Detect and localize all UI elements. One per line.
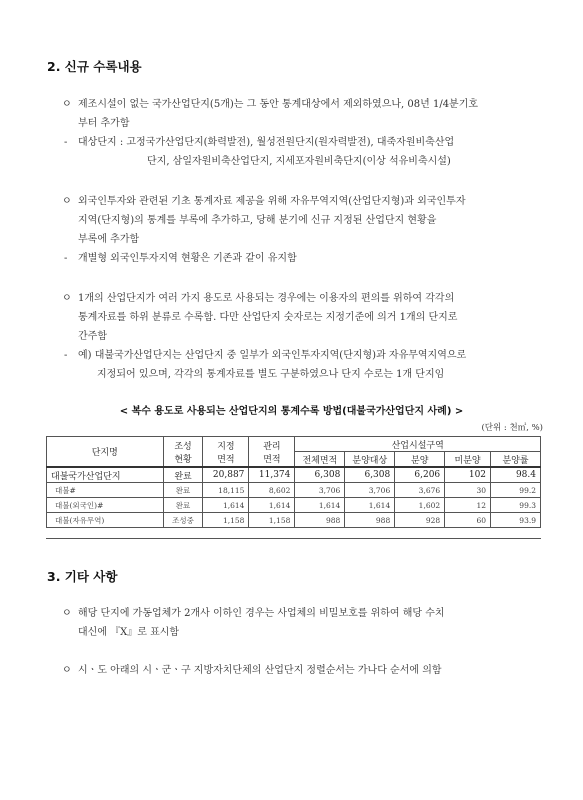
cell-designated: 1,158 (203, 513, 249, 528)
bullet-icon: ㅇ (62, 99, 72, 110)
cell-target: 988 (345, 513, 395, 528)
header-target: 분양대상 (345, 452, 395, 468)
cell-designated: 20,887 (203, 467, 249, 483)
cell-sold: 3,676 (395, 483, 445, 498)
header-designated-line1: 지정 (217, 441, 235, 452)
header-status-line1: 조성 (174, 441, 192, 452)
cell-managed: 11,374 (249, 467, 295, 483)
section2-b2-line2: 지역(단지형)의 통계를 부록에 추가하고, 당해 분기에 신규 지정된 산업단지 현황을 (78, 215, 437, 226)
cell-total: 6,308 (295, 467, 345, 483)
section2-b2-sub-line1: 개별형 외국인투자지역 현황은 기존과 같이 유지함 (78, 253, 297, 264)
section3-b1-line2: 대신에 『X』로 표시함 (78, 627, 180, 638)
cell-unsold: 60 (445, 513, 491, 528)
cell-name: 대불국가산업단지 (47, 467, 164, 483)
cell-status: 조성중 (163, 513, 203, 528)
cell-target: 3,706 (345, 483, 395, 498)
bullet-icon: ㅇ (62, 196, 72, 207)
cell-name: 대불(외국인)# (47, 498, 164, 513)
table-row (47, 467, 541, 483)
table-row (47, 498, 541, 513)
section-divider (46, 538, 541, 539)
section2-b3-line1: 1개의 산업단지가 여러 가지 용도로 사용되는 경우에는 이용자의 편의를 위하여 각각의 (78, 293, 455, 304)
section3-b1-line1: 해당 단지에 가동업체가 2개사 이하인 경우는 사업체의 비밀보호를 위하여 해당 수치 (78, 608, 445, 619)
section2-b3-line2: 통계자료를 하위 분류로 수록함. 다만 산업단지 숫자로는 지정기준에 의거 1개의 단지로 (78, 312, 458, 323)
cell-unsold: 12 (445, 498, 491, 513)
section2-b3-sub-line1: 예) 대불국가산업단지는 산업단지 중 일부가 외국인투자지역(단지형)과 자유무역지역으로 (78, 350, 467, 361)
header-managed-line2: 면적 (263, 454, 281, 465)
dash-icon: - (64, 253, 68, 264)
cell-target: 6,308 (345, 467, 395, 483)
header-managed (249, 437, 295, 468)
cell-rate: 99.3 (491, 498, 541, 513)
section2-b2-line1: 외국인투자와 관련된 기초 통계자료 제공을 위해 자유무역지역(산업단지형)과 외국인투자 (78, 196, 466, 207)
table-header-row (47, 437, 541, 452)
cell-unsold: 30 (445, 483, 491, 498)
cell-target: 1,614 (345, 498, 395, 513)
header-status-line2: 현황 (174, 454, 192, 465)
section-3-title: 3. 기타 사항 (47, 569, 118, 584)
bullet-icon: ㅇ (62, 665, 72, 676)
cell-unsold: 102 (445, 467, 491, 483)
dash-icon: - (64, 350, 68, 361)
section2-b3-sub-line2: 지정되어 있으며, 각각의 통계자료를 별도 구분하였으나 단지 수로는 1개 단지임 (97, 369, 445, 380)
bullet-icon: ㅇ (62, 293, 72, 304)
industrial-complex-table (46, 436, 541, 528)
header-designated-line2: 면적 (217, 454, 235, 465)
cell-name: 대불# (47, 483, 164, 498)
cell-name: 대불(자유무역) (47, 513, 164, 528)
header-name: 단지명 (47, 437, 164, 468)
header-sold: 분양 (395, 452, 445, 468)
cell-status: 완료 (163, 483, 203, 498)
cell-managed: 1,158 (249, 513, 295, 528)
section2-b2-line3: 부록에 추가함 (78, 234, 140, 245)
header-designated (203, 437, 249, 468)
header-zone: 산업시설구역 (295, 437, 541, 452)
header-managed-line1: 관리 (263, 441, 281, 452)
table-unit: (단위 : 천㎡, %) (481, 423, 543, 433)
cell-rate: 93.9 (491, 513, 541, 528)
bullet-icon: ㅇ (62, 608, 72, 619)
cell-sold: 1,602 (395, 498, 445, 513)
section3-b2-line1: 시ㆍ도 아래의 시ㆍ군ㆍ구 지방자치단체의 산업단지 정렬순서는 가나다 순서에 의함 (78, 665, 442, 676)
cell-sold: 6,206 (395, 467, 445, 483)
section2-b1-line2: 부터 추가함 (78, 118, 130, 129)
cell-status: 완료 (163, 467, 203, 483)
cell-total: 1,614 (295, 498, 345, 513)
section2-b1-sub-line2: 단지, 삼일자원비축산업단지, 지세포자원비축단지(이상 석유비축시설) (147, 156, 451, 167)
section2-b3-line3: 간주함 (78, 331, 107, 342)
table-row (47, 483, 541, 498)
section-2-title: 2. 신규 수록내용 (47, 59, 142, 74)
cell-status: 완료 (163, 498, 203, 513)
section2-b1-sub-line1: 대상단지 : 고정국가산업단지(화력발전), 월성전원단지(원자력발전), 대죽자원비축산업 (78, 137, 455, 148)
header-total: 전체면적 (295, 452, 345, 468)
cell-total: 3,706 (295, 483, 345, 498)
cell-rate: 99.2 (491, 483, 541, 498)
header-unsold: 미분양 (445, 452, 491, 468)
cell-managed: 8,602 (249, 483, 295, 498)
cell-designated: 1,614 (203, 498, 249, 513)
section2-b1-line1: 제조시설이 없는 국가산업단지(5개)는 그 동안 통계대상에서 제외하였으나, 08년 1/4분기호 (78, 99, 479, 110)
header-status (163, 437, 203, 468)
cell-managed: 1,614 (249, 498, 295, 513)
table-row (47, 513, 541, 528)
cell-total: 988 (295, 513, 345, 528)
cell-sold: 928 (395, 513, 445, 528)
dash-icon: - (64, 137, 68, 148)
table-caption: < 복수 용도로 사용되는 산업단지의 통계수록 방법(대불국가산업단지 사례) > (119, 406, 464, 417)
header-rate: 분양률 (491, 452, 541, 468)
cell-rate: 98.4 (491, 467, 541, 483)
cell-designated: 18,115 (203, 483, 249, 498)
